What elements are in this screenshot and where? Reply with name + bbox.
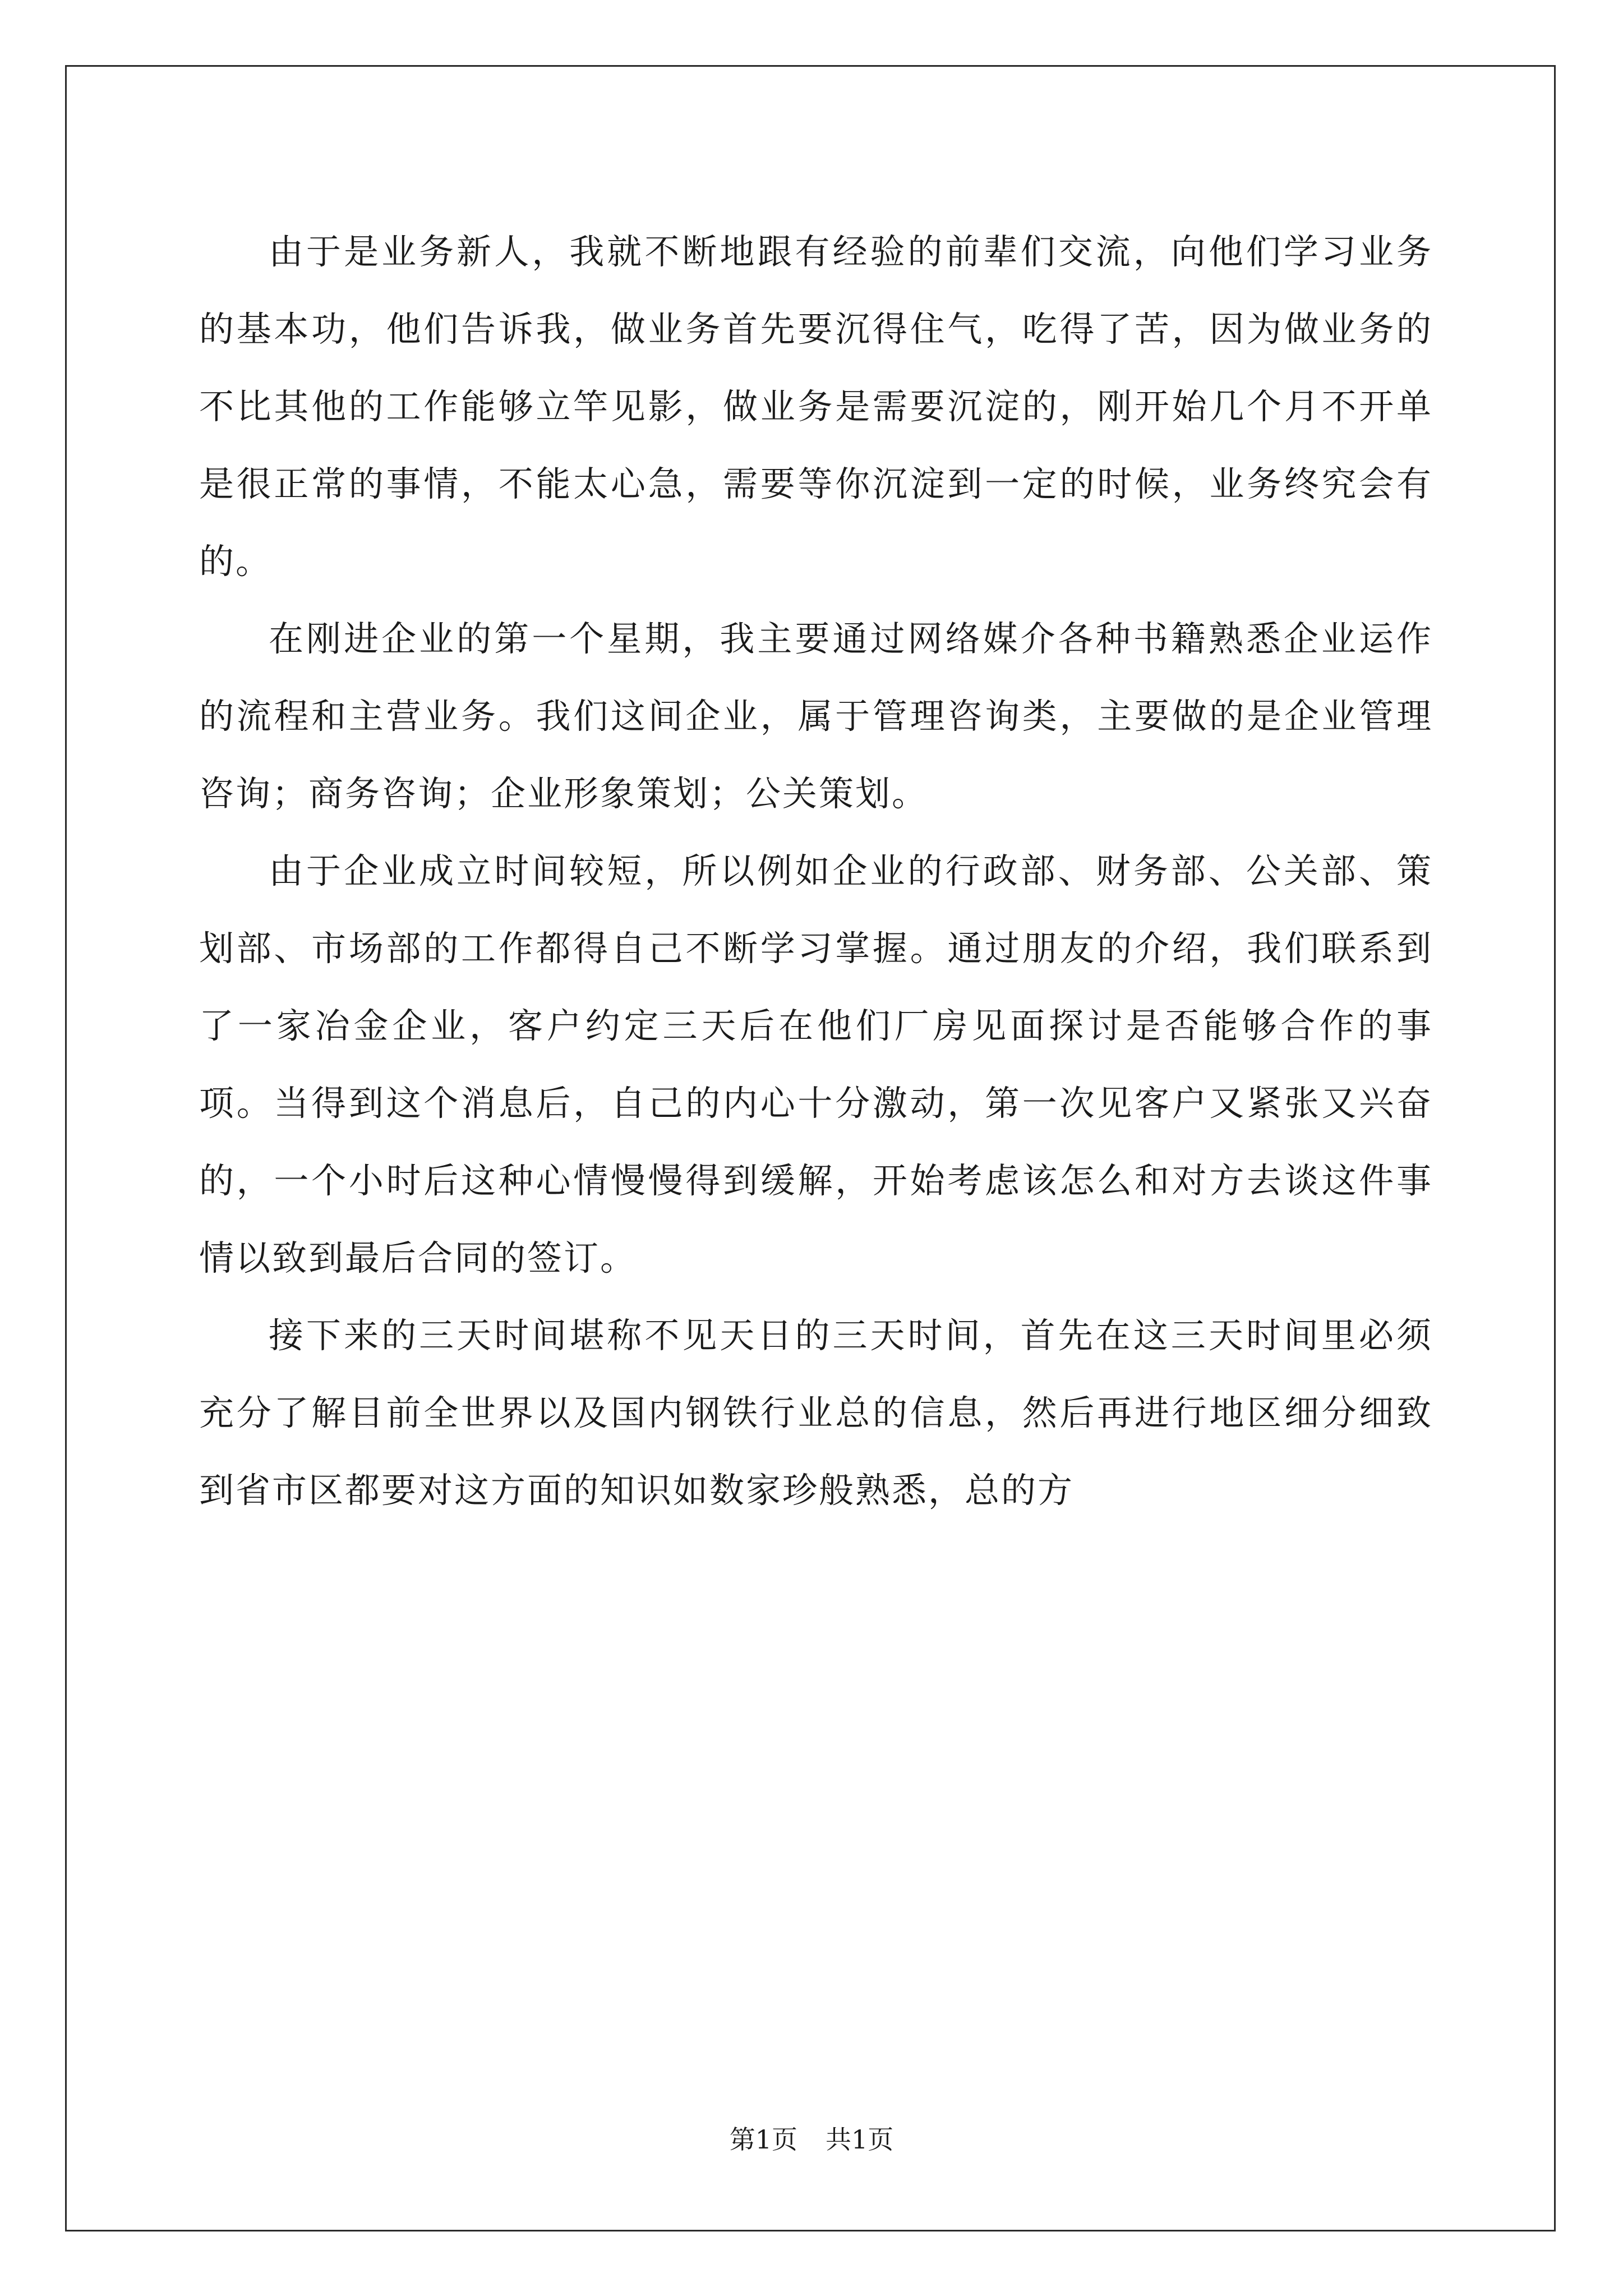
paragraph-2: 在刚进企业的第一个星期，我主要通过网络媒介各种书籍熟悉企业运作的流程和主营业务。我们这间企业，属于管理咨询类，主要做的是企业管理咨询；商务咨询；企业形象策划；公关策划。 (199, 618, 1433, 814)
paragraph-3: 由于企业成立时间较短，所以例如企业的行政部、财务部、公关部、策划部、市场部的工作都得自己不断学习掌握。通过朋友的介绍，我们联系到了一家冶金企业，客户约定三天后在他们厂房见面探讨是否能够合作的事项。当得到这个消息后，自己的内心十分激动，第一次见客户又紧张又兴奋的，一个小时后这种心情慢慢得到缓解，开始考虑该怎么和对方去谈这件事情以致到最后合同的签订。 (199, 850, 1433, 1278)
page-total: 共1页 (826, 2124, 894, 2155)
paragraph-1: 由于是业务新人，我就不断地跟有经验的前辈们交流，向他们学习业务的基本功，他们告诉我，做业务首先要沉得住气，吃得了苦，因为做业务的不比其他的工作能够立竿见影，做业务是需要沉淀的，刚开始几个月不开单是很正常的事情，不能太心急，需要等你沉淀到一定的时候，业务终究会有的。 (199, 231, 1433, 582)
document-body (199, 213, 1433, 1529)
page-number: 第1页 (729, 2124, 797, 2155)
page-footer (0, 2123, 1623, 2156)
paragraph-4: 接下来的三天时间堪称不见天日的三天时间，首先在这三天时间里必须充分了解目前全世界以及国内钢铁行业总的信息，然后再进行地区细分细致到省市区都要对这方面的知识如数家珍般熟悉，总的方 (199, 1315, 1433, 1511)
